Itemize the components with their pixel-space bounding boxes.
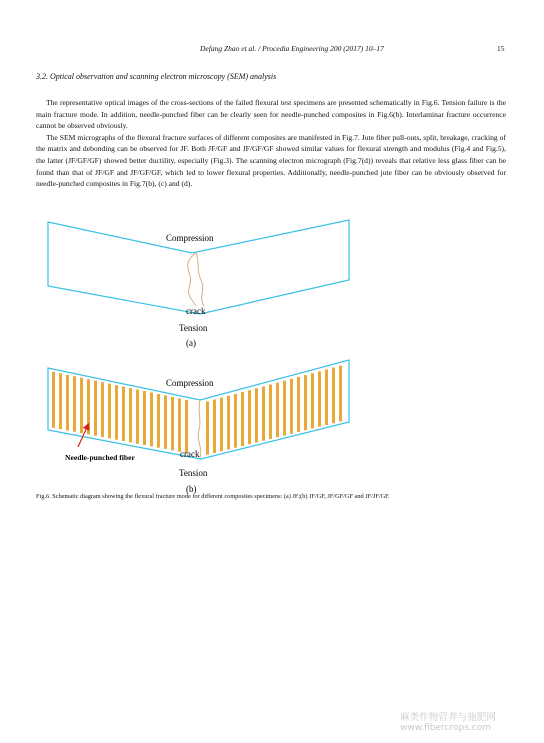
fiber-strip [234,394,237,448]
watermark [400,712,496,734]
needle-label: Needle-punched fiber [65,453,135,462]
panel-b [48,360,349,494]
compression-label-a: Compression [166,233,214,243]
fiber-strip [59,373,62,429]
section-title: 3.2. Optical observation and scanning electron microscopy (SEM) analysis [36,72,277,81]
paragraph-1: The representative optical images of the cross-sections of the failed flexural test specimens are presented schematically in Fig.6. Tension failure is the main fracture mode. In addition, needle-punched fiber can be clearly seen for needle-punched composites in Fig.6(b). Interlaminar fracture occurrence cannot be observed obviously. [36,98,506,131]
fiber-strip [213,400,216,453]
panel-label-b: (b) [186,484,197,494]
crack-a-line-2 [196,253,204,306]
fiber-strip [339,366,342,422]
fiber-strip [73,376,76,431]
fiber-strip [283,381,286,436]
panel-a [48,220,349,348]
specimen-b-outline [48,360,349,459]
watermark-line-2: www.fibercrops.com [400,723,491,733]
figure-caption: Fig.6. Schematic diagram showing the flexural fracture mode for different composites specimens: (a) JF;(b) JF/GF, JF/GF/GF and JF/JF/GF. [36,493,390,500]
fiber-strip [269,384,272,439]
fiber-strip [206,401,209,454]
fiber-strip [80,378,83,433]
fiber-strip [66,375,69,431]
fiber-strip [150,392,153,446]
fiber-strip [297,377,300,432]
fiber-strip [220,398,223,452]
panel-label-a: (a) [186,338,196,348]
page-number: 15 [497,44,505,53]
fiber-strip [178,398,181,451]
fiber-strip [304,375,307,430]
tension-label-a: Tension [179,323,208,333]
fiber-strip [262,386,265,440]
fiber-strip [157,394,160,448]
fiber-strip [143,391,146,445]
fiber-strip [136,390,139,444]
fiber-strip [241,392,244,446]
fiber-strip [276,383,279,438]
crack-a-line [188,253,196,306]
fiber-strip [115,385,118,440]
fiber-strip [325,369,328,425]
running-header: Defang Zhao et al. / Procedia Engineering 200 (2017) 10–17 [200,44,384,53]
fiber-strip [185,400,188,453]
fiber-strip [101,382,104,437]
fiber-strip [311,373,314,428]
fiber-strip [164,395,167,449]
crack-label-a: crack [186,306,206,316]
fiber-strip [122,387,125,441]
fiber-strip [227,396,230,450]
fiber-strip [108,384,111,439]
fiber-strip [290,379,293,434]
fiber-strip [94,381,97,436]
tension-label-b: Tension [179,468,208,478]
fiber-strip [332,368,335,424]
fiber-strip [52,372,55,428]
fiber-strip [171,397,174,450]
watermark-line-1: 麻类作物营养与施肥网 [400,712,496,723]
compression-label-b: Compression [166,378,214,388]
fiber-strip [255,388,258,442]
fiber-strip [318,371,321,426]
crack-label-b: crack [180,449,200,459]
paragraph-2: The SEM micrographs of the flexural fracture surfaces of different composites are manifested in Fig.7. Jute fiber pull-outs, split, breakage, cracking of the matrix and debonding can be observed for JF. Both JF/GF and JF/GF/GF showed similar values for flexural strength and modulus (Fig.4 and Fig.5), the latter (JF/GF/GF) showed better ductility, especially (Fig.3). The scanning electron micrograph (Fig.7(d)) reveals that relative less glass fiber can be found than that of JF/GF and JF/GF/GF, which led to lower flexural properties. Additionally, needle-punched jute fiber can be obviously observed for needle-punched composites in Fig.7(b), (c) and (d). [36,132,506,189]
fiber-strip [129,388,132,442]
fiber-strip [248,390,251,444]
